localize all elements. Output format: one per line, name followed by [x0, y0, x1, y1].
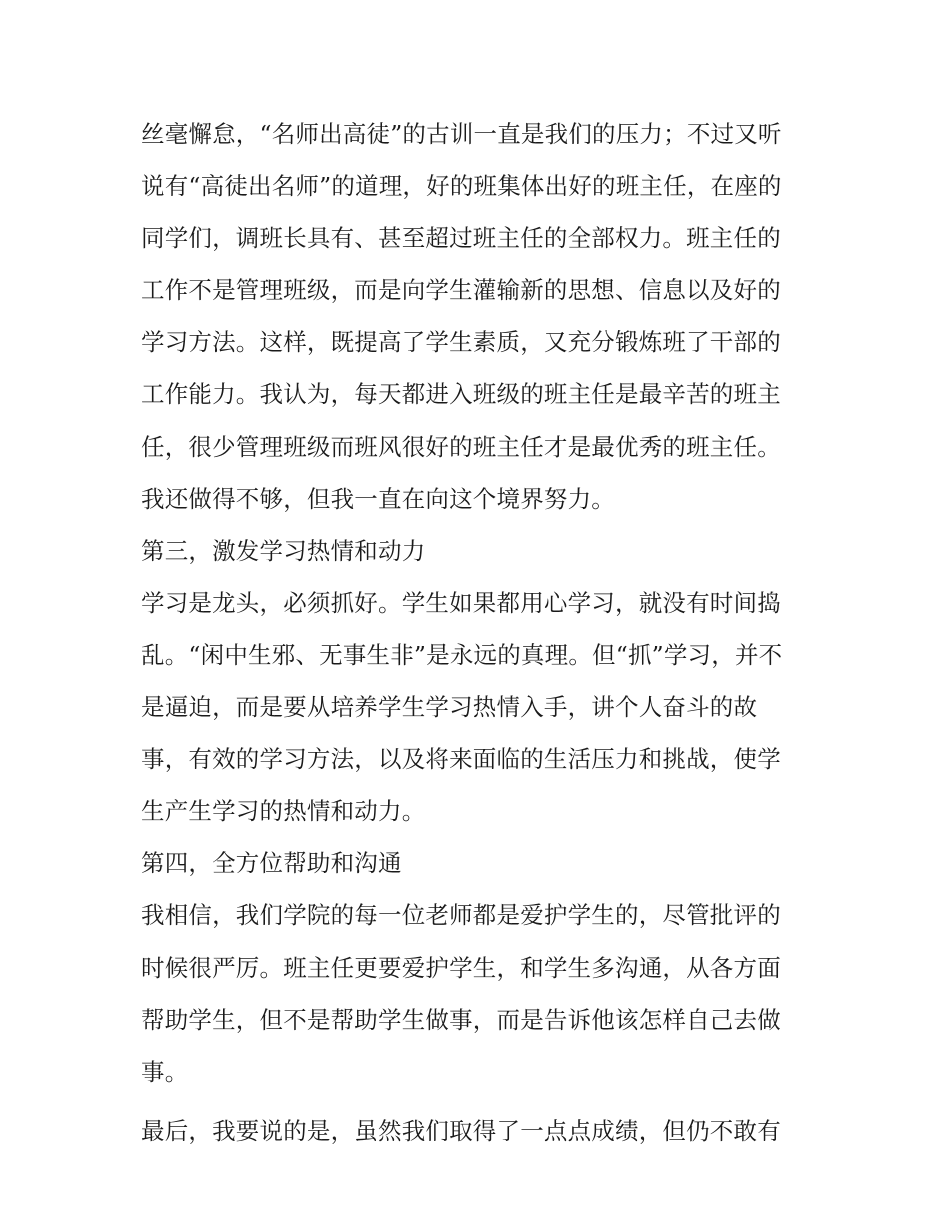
text-line: 同学们，调班长具有、甚至超过班主任的全部权力。班主任的	[141, 224, 781, 253]
text-line: 我还做得不够，但我一直在向这个境界努力。	[141, 484, 615, 513]
text-line: 生产生学习的热情和动力。	[141, 797, 426, 826]
section-heading: 第四，全方位帮助和沟通	[141, 849, 402, 878]
text-line: 学习方法。这样，既提高了学生素质，又充分锻炼班了干部的	[141, 328, 781, 357]
text-line: 是逼迫，而是要从培养学生学习热情入手，讲个人奋斗的故	[141, 693, 758, 722]
text-line: 说有“高徒出名师”的道理，好的班集体出好的班主任，在座的	[141, 172, 782, 201]
text-line: 乱。“闲中生邪、无事生非”是永远的真理。但“抓”学习，并不	[141, 640, 783, 669]
text-line: 学习是龙头，必须抓好。学生如果都用心学习，就没有时间捣	[141, 588, 781, 617]
text-line: 事，有效的学习方法，以及将来面临的生活压力和挑战，使学	[141, 745, 781, 774]
text-line: 工作能力。我认为，每天都进入班级的班主任是最辛苦的班主	[141, 380, 781, 409]
text-line: 丝毫懈怠，“名师出高徒”的古训一直是我们的压力；不过又听	[141, 120, 782, 148]
document-body	[141, 108, 831, 1157]
text-line: 事。	[141, 1057, 189, 1086]
text-line: 我相信，我们学院的每一位老师都是爱护学生的，尽管批评的	[141, 901, 781, 930]
text-line: 最后，我要说的是，虽然我们取得了一点点成绩，但仍不敢有	[141, 1116, 781, 1145]
text-line: 工作不是管理班级，而是向学生灌输新的思想、信息以及好的	[141, 276, 781, 305]
section-heading: 第三，激发学习热情和动力	[141, 536, 426, 565]
text-line: 帮助学生，但不是帮助学生做事，而是告诉他该怎样自己去做	[141, 1005, 781, 1034]
text-line: 任，很少管理班级而班风很好的班主任才是最优秀的班主任。	[141, 432, 781, 461]
text-line: 时候很严厉。班主任更要爱护学生，和学生多沟通，从各方面	[141, 953, 781, 982]
